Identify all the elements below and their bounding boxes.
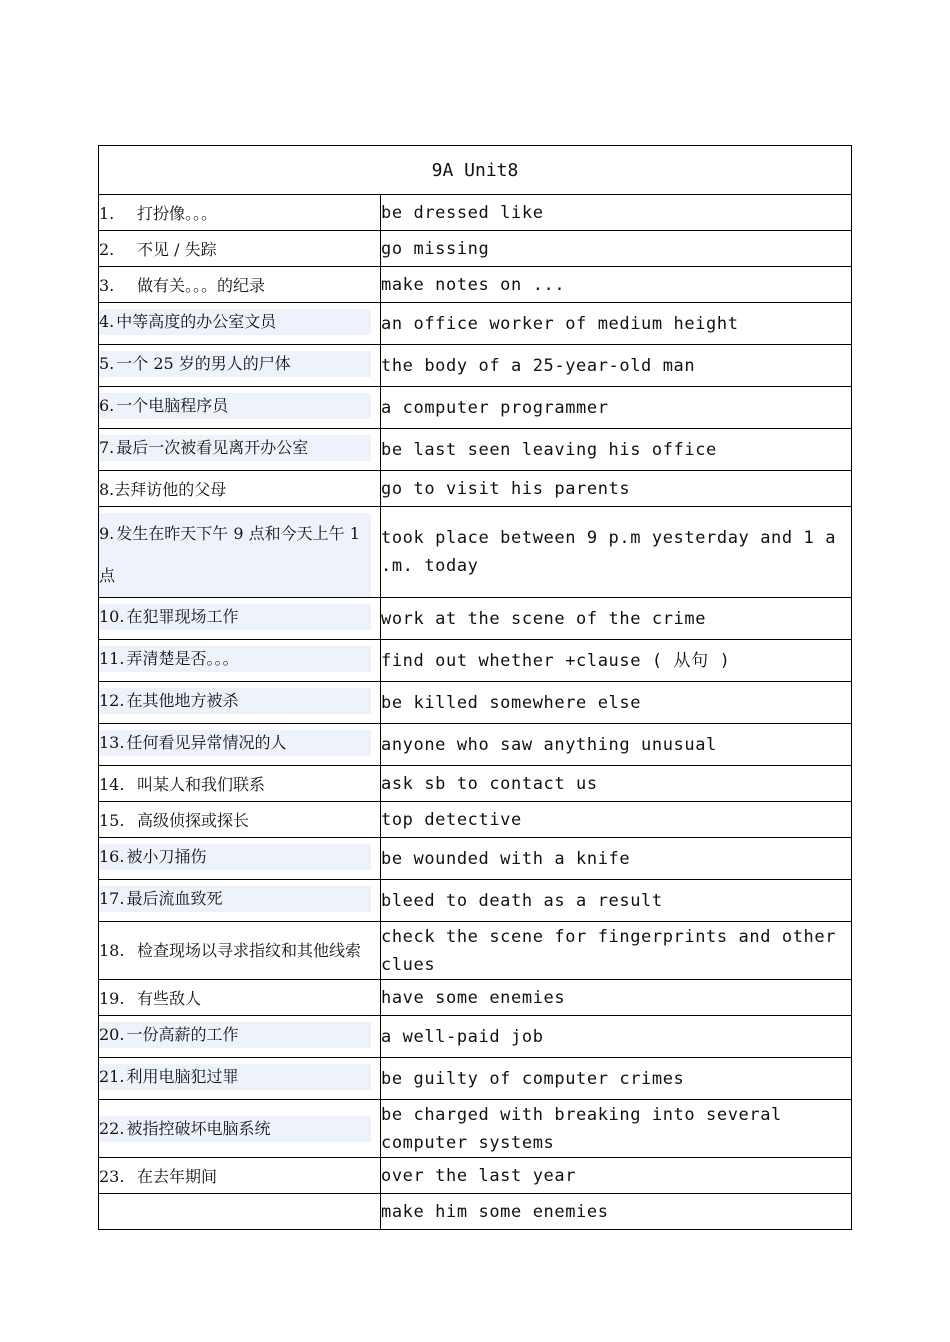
item-number: 10. [99, 607, 125, 626]
chinese-phrase: 利用电脑犯过罪 [126, 1067, 239, 1086]
phrase-highlight [99, 844, 371, 870]
table-row [99, 838, 852, 880]
item-number: 5. [99, 354, 115, 373]
chinese-phrase-cell [99, 195, 381, 231]
table-row [99, 640, 852, 682]
item-number: 11. [99, 649, 125, 668]
item-number: 13. [99, 733, 125, 752]
chinese-phrase-cell [99, 980, 381, 1016]
chinese-phrase: 被小刀捅伤 [126, 847, 207, 866]
english-phrase-cell [381, 598, 852, 640]
english-phrase: bleed to death as a result [381, 890, 663, 911]
table-row [99, 682, 852, 724]
chinese-phrase: 叫某人和我们联系 [137, 775, 266, 794]
phrase-highlight [99, 435, 371, 461]
chinese-phrase: 检查现场以寻求指纹和其他线索 [137, 941, 362, 960]
english-phrase-cell [381, 1158, 852, 1194]
phrase-highlight [99, 688, 371, 714]
chinese-phrase: 在去年期间 [137, 1167, 218, 1186]
chinese-phrase-cell [99, 880, 381, 922]
phrase-highlight [99, 886, 371, 912]
phrase-highlight [99, 1064, 371, 1090]
table-row [99, 980, 852, 1016]
english-phrase: be dressed like [381, 202, 544, 223]
phrase-wrapper [99, 937, 380, 964]
phrase-highlight [99, 604, 371, 630]
chinese-phrase: 最后一次被看见离开办公室 [116, 438, 309, 457]
phrase-highlight [99, 1116, 371, 1142]
english-phrase: an office worker of medium height [381, 313, 739, 334]
chinese-phrase-cell [99, 724, 381, 766]
item-number: 8. [99, 480, 115, 499]
table-row [99, 1016, 852, 1058]
english-phrase: a computer programmer [381, 397, 609, 418]
item-number: 14. [99, 775, 125, 794]
english-phrase-cell [381, 838, 852, 880]
item-number: 7. [99, 438, 115, 457]
chinese-phrase: 有些敌人 [137, 989, 202, 1008]
item-number: 1. [99, 204, 115, 223]
english-phrase: the body of a 25-year-old man [381, 355, 696, 376]
table-row [99, 1058, 852, 1100]
table-row [99, 195, 852, 231]
table-row [99, 303, 852, 345]
english-phrase: be guilty of computer crimes [381, 1068, 685, 1089]
phrase-highlight [99, 513, 371, 597]
chinese-phrase-cell [99, 231, 381, 267]
chinese-phrase-cell [99, 303, 381, 345]
english-phrase: go to visit his parents [381, 478, 631, 499]
item-number: 16. [99, 847, 125, 866]
item-number: 22. [99, 1118, 125, 1138]
chinese-phrase: 中等高度的办公室文员 [116, 312, 277, 331]
english-phrase: have some enemies [381, 987, 566, 1008]
table-row [99, 1100, 852, 1158]
item-number: 4. [99, 312, 115, 331]
english-phrase: anyone who saw anything unusual [381, 734, 717, 755]
english-phrase: check the scene for fingerprints and other clues [381, 926, 837, 975]
table-row [99, 471, 852, 507]
chinese-phrase: 任何看见异常情况的人 [126, 733, 287, 752]
chinese-phrase-cell [99, 1158, 381, 1194]
chinese-phrase-cell [99, 1194, 381, 1230]
table-row [99, 1194, 852, 1230]
table-row [99, 267, 852, 303]
table-row [99, 1158, 852, 1194]
english-phrase: be killed somewhere else [381, 692, 642, 713]
chinese-phrase: 不见 / 失踪 [137, 240, 217, 259]
vocabulary-table [98, 145, 852, 1230]
item-number: 2. [99, 240, 115, 259]
table-row [99, 724, 852, 766]
chinese-phrase: 一个 25 岁的男人的尸体 [116, 354, 291, 373]
english-phrase-cell [381, 1058, 852, 1100]
english-phrase-cell [381, 766, 852, 802]
table-row [99, 429, 852, 471]
table-row [99, 345, 852, 387]
english-phrase-cell [381, 1016, 852, 1058]
english-phrase: find out whether +clause ( 从句 ) [381, 650, 731, 671]
english-phrase: ask sb to contact us [381, 773, 598, 794]
item-number: 9. [99, 524, 115, 543]
chinese-phrase: 做有关。。。的纪录 [137, 276, 266, 295]
english-phrase-cell [381, 471, 852, 507]
chinese-phrase-cell [99, 598, 381, 640]
english-phrase: be wounded with a knife [381, 848, 631, 869]
phrase-highlight [99, 309, 371, 335]
item-number: 20. [99, 1025, 125, 1044]
item-number: 23. [99, 1167, 125, 1186]
item-number: 15. [99, 811, 125, 830]
english-phrase: make him some enemies [381, 1201, 609, 1222]
chinese-phrase-cell [99, 507, 381, 598]
table-row [99, 231, 852, 267]
chinese-phrase: 去拜访他的父母 [114, 480, 227, 499]
chinese-phrase: 一份高薪的工作 [126, 1025, 239, 1044]
english-phrase-cell [381, 345, 852, 387]
english-phrase-cell [381, 724, 852, 766]
chinese-phrase-cell [99, 1016, 381, 1058]
chinese-phrase: 在其他地方被杀 [126, 691, 239, 710]
phrase-highlight [99, 351, 371, 377]
chinese-phrase-cell [99, 267, 381, 303]
item-number: 3. [99, 276, 115, 295]
table-row [99, 598, 852, 640]
chinese-phrase-cell [99, 1100, 381, 1158]
table-row [99, 766, 852, 802]
english-phrase: go missing [381, 238, 490, 259]
chinese-phrase: 在犯罪现场工作 [126, 607, 239, 626]
chinese-phrase-cell [99, 838, 381, 880]
table-row [99, 802, 852, 838]
chinese-phrase-cell [99, 1058, 381, 1100]
english-phrase: make notes on ... [381, 274, 566, 295]
english-phrase-cell [381, 195, 852, 231]
item-number: 18. [99, 941, 125, 960]
english-phrase-cell [381, 387, 852, 429]
chinese-phrase: 被指控破坏电脑系统 [126, 1118, 271, 1138]
english-phrase: be charged with breaking into several computer systems [381, 1104, 782, 1153]
chinese-phrase: 高级侦探或探长 [137, 811, 250, 830]
chinese-phrase: 弄清楚是否。。。 [126, 649, 239, 668]
chinese-phrase-cell [99, 802, 381, 838]
table-row [99, 387, 852, 429]
english-phrase-cell [381, 1100, 852, 1158]
item-number: 19. [99, 989, 125, 1008]
english-phrase-cell [381, 682, 852, 724]
english-phrase: be last seen leaving his office [381, 439, 717, 460]
english-phrase-cell [381, 880, 852, 922]
english-phrase-cell [381, 922, 852, 980]
english-phrase: work at the scene of the crime [381, 608, 707, 629]
table-title: 9A Unit8 [99, 146, 852, 195]
phrase-highlight [99, 646, 371, 672]
chinese-phrase-cell [99, 766, 381, 802]
english-phrase-cell [381, 980, 852, 1016]
english-phrase: over the last year [381, 1165, 577, 1186]
item-number: 21. [99, 1067, 125, 1086]
chinese-phrase-cell [99, 387, 381, 429]
table-body [99, 195, 852, 1230]
chinese-phrase-cell [99, 922, 381, 980]
chinese-phrase: 打扮像。。。 [137, 204, 218, 223]
english-phrase: a well-paid job [381, 1026, 544, 1047]
english-phrase-cell [381, 507, 852, 598]
chinese-phrase-cell [99, 640, 381, 682]
english-phrase-cell [381, 231, 852, 267]
chinese-phrase-cell [99, 345, 381, 387]
table-row [99, 507, 852, 598]
table-row [99, 880, 852, 922]
chinese-phrase: 最后流血致死 [126, 889, 223, 908]
english-phrase-cell [381, 429, 852, 471]
english-phrase-cell [381, 802, 852, 838]
phrase-highlight [99, 1022, 371, 1048]
table-row [99, 922, 852, 980]
phrase-highlight [99, 730, 371, 756]
phrase-highlight [99, 393, 371, 419]
item-number: 17. [99, 889, 125, 908]
english-phrase-cell [381, 267, 852, 303]
english-phrase: top detective [381, 809, 522, 830]
chinese-phrase: 一个电脑程序员 [116, 396, 229, 415]
chinese-phrase-cell [99, 682, 381, 724]
chinese-phrase-cell [99, 429, 381, 471]
english-phrase: took place between 9 p.m yesterday and 1 a .m. today [381, 528, 837, 576]
item-number: 6. [99, 396, 115, 415]
english-phrase-cell [381, 640, 852, 682]
chinese-phrase: 发生在昨天下午 9 点和今天上午 1 点 [99, 524, 360, 585]
english-phrase-cell [381, 303, 852, 345]
chinese-phrase-cell [99, 471, 381, 507]
english-phrase-cell [381, 1194, 852, 1230]
item-number: 12. [99, 691, 125, 710]
